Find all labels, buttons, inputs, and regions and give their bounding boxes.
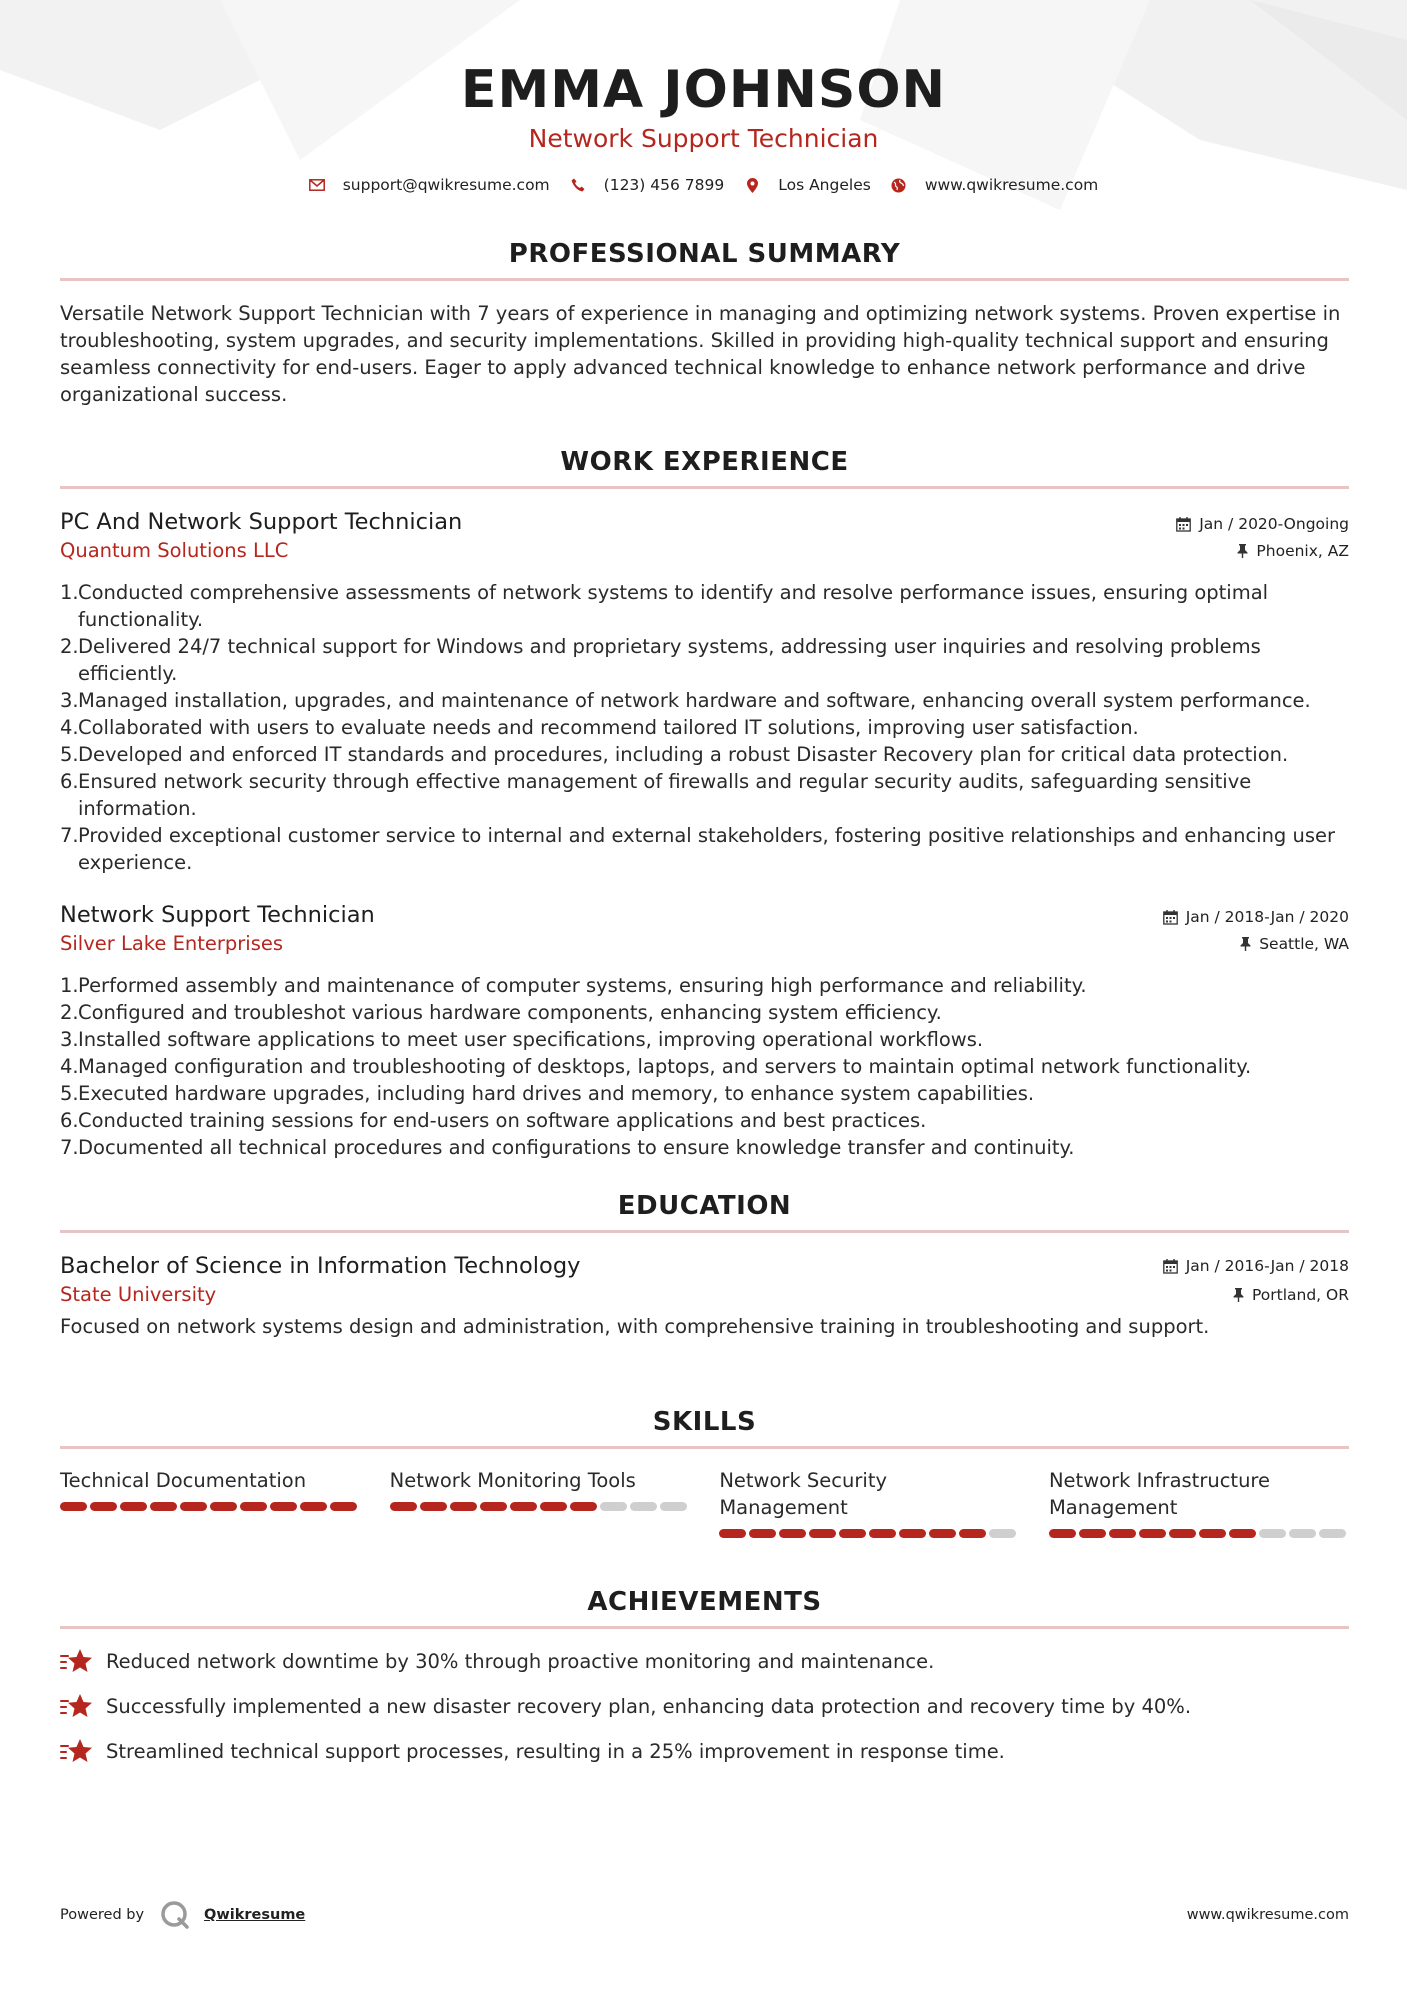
skill-level-bar: [719, 1529, 1019, 1538]
pushpin-icon: [1233, 1288, 1244, 1302]
skill-segment-filled: [420, 1502, 447, 1511]
list-item: 4. Collaborated with users to evaluate needs and recommend tailored IT solutions, improving user satisfaction.: [60, 716, 1139, 739]
qwikresume-link[interactable]: Qwikresume: [204, 1907, 306, 1923]
skill-segment-empty: [660, 1502, 687, 1511]
section-title: WORK EXPERIENCE: [560, 447, 849, 477]
skill-segment-filled: [1049, 1529, 1076, 1538]
job-bullets: [60, 972, 1349, 1161]
skill-segment-filled: [450, 1502, 477, 1511]
section-title: SKILLS: [652, 1407, 757, 1437]
skill-segment-filled: [480, 1502, 507, 1511]
skill-segment-filled: [150, 1502, 177, 1511]
section-divider: [60, 1626, 1349, 1629]
powered-by: [60, 1900, 305, 1930]
education-location-text: Portland, OR: [1251, 1286, 1349, 1304]
list-item: 5. Developed and enforced IT standards and procedures, including a robust Disaster Recovery plan for critical data protection.: [60, 743, 1289, 766]
job-location: [1240, 933, 1349, 955]
envelope-icon: [309, 177, 325, 193]
skill-segment-filled: [60, 1502, 87, 1511]
achievement-item: [60, 1647, 1349, 1675]
contact-phone[interactable]: [570, 176, 725, 194]
location-text: Los Angeles: [778, 176, 871, 194]
skill-segment-filled: [570, 1502, 597, 1511]
skill-segment-empty: [600, 1502, 627, 1511]
list-item: 6. Conducted training sessions for end-users on software applications and best practices.: [60, 1109, 927, 1132]
candidate-role: Network Support Technician: [528, 124, 879, 153]
section-title: EDUCATION: [617, 1191, 792, 1221]
skill-segment-empty: [1289, 1529, 1316, 1538]
qwikresume-logo: [160, 1900, 190, 1930]
job-entry: [60, 900, 1349, 1161]
skill-segment-empty: [630, 1502, 657, 1511]
skill-name: Network Monitoring Tools: [389, 1469, 636, 1492]
skill-segment-filled: [1139, 1529, 1166, 1538]
job-dates: [1163, 906, 1349, 928]
star-badge-icon: [60, 1692, 92, 1720]
section-divider: [60, 1230, 1349, 1233]
powered-by-label: Powered by: [60, 1907, 145, 1923]
skill-segment-filled: [510, 1502, 537, 1511]
job-dates: [1176, 513, 1349, 535]
section-divider: [60, 486, 1349, 489]
skill-segment-empty: [1259, 1529, 1286, 1538]
map-pin-icon: [744, 177, 760, 193]
list-item: 2. Configured and troubleshot various hardware components, enhancing system efficiency.: [60, 1001, 942, 1024]
job-bullets: [60, 579, 1349, 876]
skill-level-bar: [60, 1502, 360, 1511]
star-badge-icon: [60, 1737, 92, 1765]
job-entry: [60, 507, 1349, 876]
list-item: 5. Executed hardware upgrades, including hard drives and memory, to enhance system capabilities.: [60, 1082, 1035, 1105]
skill-segment-empty: [989, 1529, 1016, 1538]
education-dates-text: Jan / 2016-Jan / 2018: [1185, 1257, 1349, 1275]
skill-item: [390, 1467, 690, 1538]
calendar-icon: [1163, 1259, 1178, 1274]
skill-segment-filled: [180, 1502, 207, 1511]
phone-text: (123) 456 7899: [603, 176, 725, 194]
skill-segment-filled: [1229, 1529, 1256, 1538]
skill-segment-empty: [1319, 1529, 1346, 1538]
job-title: Network Support Technician: [60, 902, 375, 928]
company-name: Quantum Solutions LLC: [60, 539, 289, 562]
skill-level-bar: [1049, 1529, 1349, 1538]
list-item: 3. Installed software applications to meet user specifications, improving operational workflows.: [60, 1028, 984, 1051]
list-item: 4. Managed configuration and troubleshooting of desktops, laptops, and servers to maintain optimal network functionality.: [60, 1055, 1252, 1078]
contact-bar: [0, 176, 1407, 194]
skill-segment-filled: [719, 1529, 746, 1538]
skill-item: [719, 1467, 1019, 1538]
skill-segment-filled: [90, 1502, 117, 1511]
footer-website[interactable]: www.qwikresume.com: [1186, 1907, 1349, 1923]
skills-grid: [60, 1467, 1349, 1538]
skill-segment-filled: [749, 1529, 776, 1538]
skill-segment-filled: [390, 1502, 417, 1511]
section-title: ACHIEVEMENTS: [587, 1587, 822, 1617]
degree-title: Bachelor of Science in Information Technology: [60, 1253, 581, 1279]
skill-segment-filled: [210, 1502, 237, 1511]
list-item: 7. Provided exceptional customer service to internal and external stakeholders, fostering positive relationships and enhancing user experience.: [60, 824, 1336, 874]
skill-segment-filled: [1169, 1529, 1196, 1538]
candidate-name: EMMA JOHNSON: [460, 60, 947, 120]
skill-segment-filled: [120, 1502, 147, 1511]
section-divider: [60, 1446, 1349, 1449]
contact-email[interactable]: [309, 176, 550, 194]
email-text: support@qwikresume.com: [342, 176, 550, 194]
skill-segment-filled: [959, 1529, 986, 1538]
job-title: PC And Network Support Technician: [60, 509, 463, 535]
achievement-text: Streamlined technical support processes, resulting in a 25% improvement in response time.: [106, 1739, 1005, 1763]
list-item: 3. Managed installation, upgrades, and maintenance of network hardware and software, enhancing overall system performance.: [60, 689, 1311, 712]
education-entry: [60, 1251, 1349, 1340]
achievement-item: [60, 1737, 1349, 1765]
skill-segment-filled: [809, 1529, 836, 1538]
job-location-text: Seattle, WA: [1259, 935, 1349, 953]
list-item: 2. Delivered 24/7 technical support for Windows and proprietary systems, addressing user inquiries and resolving problems efficiently.: [60, 635, 1261, 685]
calendar-icon: [1176, 517, 1191, 532]
education-section: [60, 1190, 1349, 1340]
education-dates: [1163, 1255, 1349, 1277]
education-location: [1233, 1284, 1349, 1306]
skill-segment-filled: [899, 1529, 926, 1538]
skill-name: Network Infrastructure Management: [1048, 1469, 1271, 1519]
achievement-item: [60, 1692, 1349, 1720]
skill-segment-filled: [1079, 1529, 1106, 1538]
pushpin-icon: [1237, 544, 1248, 558]
skill-segment-filled: [1109, 1529, 1136, 1538]
achievement-text: Reduced network downtime by 30% through proactive monitoring and maintenance.: [106, 1649, 935, 1673]
summary-section: [60, 238, 1349, 408]
experience-section: [60, 446, 1349, 1161]
skill-segment-filled: [270, 1502, 297, 1511]
school-name: State University: [60, 1283, 217, 1306]
calendar-icon: [1163, 910, 1178, 925]
skill-segment-filled: [869, 1529, 896, 1538]
website-text: www.qwikresume.com: [924, 176, 1099, 194]
list-item: 1. Conducted comprehensive assessments of network systems to identify and resolve performance issues, ensuring optimal functionality.: [60, 581, 1269, 631]
education-description: Focused on network systems design and administration, with comprehensive training in troubleshooting and support.: [60, 1315, 1210, 1338]
section-title: PROFESSIONAL SUMMARY: [508, 239, 901, 269]
list-item: 6. Ensured network security through effective management of firewalls and regular security audits, safeguarding sensitive information.: [60, 770, 1252, 820]
skill-segment-filled: [240, 1502, 267, 1511]
skill-name: Technical Documentation: [60, 1469, 307, 1492]
star-badge-icon: [60, 1647, 92, 1675]
job-dates-text: Jan / 2020-Ongoing: [1199, 515, 1349, 533]
skill-segment-filled: [330, 1502, 357, 1511]
skill-name: Network Security Management: [719, 1469, 888, 1519]
contact-location: [744, 176, 871, 194]
phone-icon: [570, 177, 586, 193]
achievement-text: Successfully implemented a new disaster recovery plan, enhancing data protection and recovery time by 40%.: [106, 1694, 1192, 1718]
list-item: 7. Documented all technical procedures and configurations to ensure knowledge transfer and continuity.: [60, 1136, 1075, 1159]
list-item: 1. Performed assembly and maintenance of computer systems, ensuring high performance and reliability.: [60, 974, 1087, 997]
skill-segment-filled: [839, 1529, 866, 1538]
summary-text: Versatile Network Support Technician with 7 years of experience in managing and optimizing network systems. Proven expertise in troubleshooting, system upgrades, and security implementations. Skilled in providing high-quality technical support and ensuring seamless connectivity for end-users. Eager to apply advanced technical knowledge to enhance network performance and drive organizational success.: [60, 302, 1341, 406]
job-location: [1237, 540, 1349, 562]
job-dates-text: Jan / 2018-Jan / 2020: [1185, 908, 1349, 926]
skill-item: [60, 1467, 360, 1538]
skill-segment-filled: [1199, 1529, 1226, 1538]
page-footer: [60, 1900, 1349, 1930]
skill-segment-filled: [540, 1502, 567, 1511]
achievements-list: [60, 1647, 1349, 1765]
contact-website[interactable]: [891, 176, 1098, 194]
skill-segment-filled: [929, 1529, 956, 1538]
skill-segment-filled: [779, 1529, 806, 1538]
pushpin-icon: [1240, 937, 1251, 951]
resume-header: [0, 58, 1407, 194]
section-divider: [60, 278, 1349, 281]
skill-segment-filled: [300, 1502, 327, 1511]
achievements-section: [60, 1586, 1349, 1782]
skills-section: [60, 1406, 1349, 1538]
globe-icon: [891, 177, 907, 193]
company-name: Silver Lake Enterprises: [60, 932, 284, 955]
skill-level-bar: [390, 1502, 690, 1511]
skill-item: [1049, 1467, 1349, 1538]
job-location-text: Phoenix, AZ: [1256, 542, 1349, 560]
